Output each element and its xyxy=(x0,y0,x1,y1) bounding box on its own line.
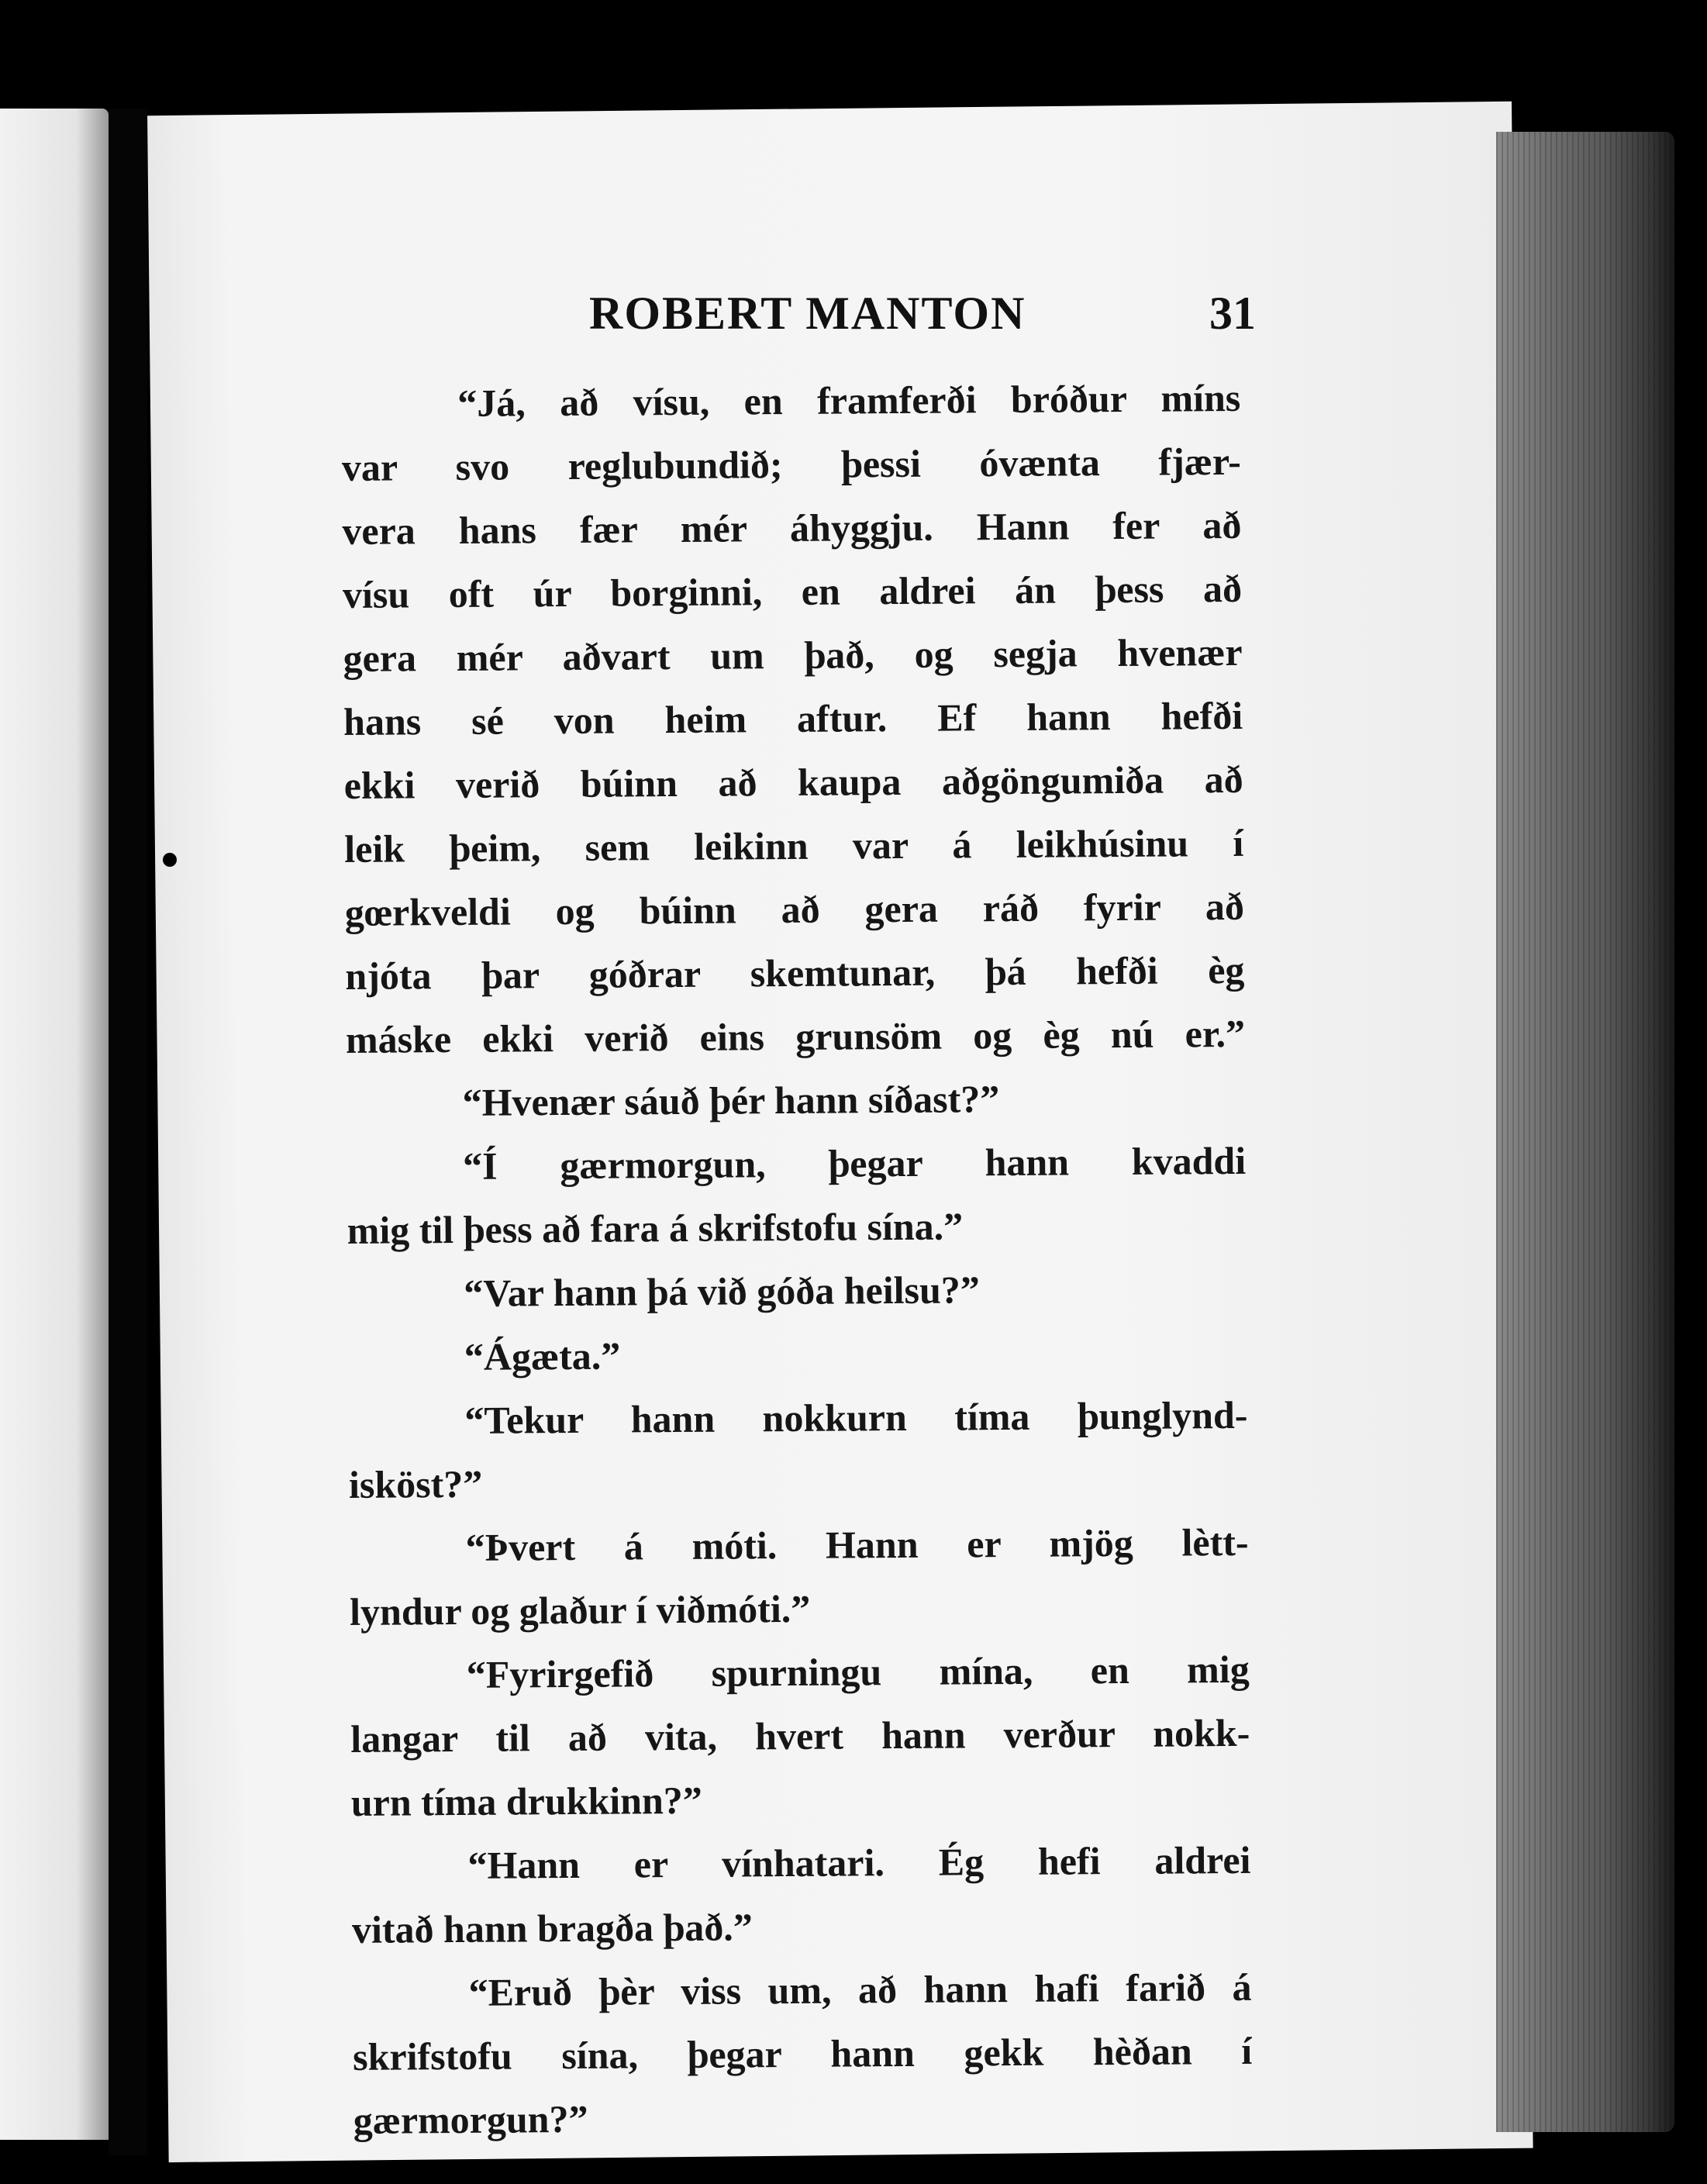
text-line: var svo reglubundið; þessi óvænta fjær- xyxy=(341,439,1242,489)
text-line: “Í gærmorgun, þegar hann kvaddi xyxy=(462,1138,1247,1188)
text-line: hans sé von heim aftur. Ef hann hefði xyxy=(343,693,1243,744)
text-line: isköst?” xyxy=(348,1461,483,1506)
page-header xyxy=(419,287,1256,357)
text-line: máske ekki verið eins grunsöm og èg nú er.” xyxy=(345,1011,1246,1061)
text-line: “Hvenær sáuð þér hann síðast?” xyxy=(462,1077,1000,1124)
text-line: lyndur og glaður í viðmóti.” xyxy=(349,1586,811,1634)
text-line: vera hans fær mér áhyggju. Hann fer að xyxy=(342,502,1242,553)
text-line: mig til þess að fara á skrifstofu sína.” xyxy=(347,1204,964,1252)
text-line: “Hann er vínhatari. Ég hefi aldrei xyxy=(467,1837,1251,1887)
ink-spot xyxy=(163,853,177,867)
text-line: “Ágæta.” xyxy=(464,1334,621,1378)
page-number: 31 xyxy=(1209,288,1256,339)
text-line: urn tíma drukkinn?” xyxy=(350,1778,703,1824)
book-page-edges xyxy=(1496,132,1674,2132)
text-line: “Tekur hann nokkurn tíma þunglynd- xyxy=(464,1392,1248,1442)
text-line: “Var hann þá við góða heilsu?” xyxy=(464,1268,980,1315)
text-line: “Fyrirgefið spurningu mína, en mig xyxy=(466,1647,1250,1696)
body-text xyxy=(341,366,1253,2152)
text-line: gœrkveldi og búinn að gera ráð fyrir að xyxy=(344,884,1245,934)
text-line: langar til að vita, hvert hann verður nokk- xyxy=(350,1710,1250,1761)
text-line: gærmorgun?” xyxy=(353,2096,588,2142)
facing-page-edge xyxy=(0,109,109,2140)
text-line: njóta þar góðrar skemtunar, þá hefði èg xyxy=(345,947,1245,998)
text-line: skrifstofu sína, þegar hann gekk hèðan í xyxy=(352,2028,1253,2079)
text-line: vitað hann bragða það.” xyxy=(351,1905,753,1951)
book-gutter xyxy=(109,109,147,2155)
text-line: “Þvert á móti. Hann er mjög lètt- xyxy=(465,1520,1249,1569)
text-line: “Eruð þèr viss um, að hann hafi farið á xyxy=(468,1965,1252,2014)
running-title: ROBERT MANTON xyxy=(589,288,1026,339)
text-line: vísu oft úr borginni, en aldrei án þess að xyxy=(342,566,1243,616)
text-line: “Já, að vísu, en framferði bróður míns xyxy=(457,375,1241,425)
text-line: ekki verið búinn að kaupa aðgöngumiða að xyxy=(343,757,1243,807)
text-line: gera mér aðvart um það, og segja hvenær xyxy=(343,630,1243,680)
text-line: leik þeim, sem leikinn var á leikhúsinu í xyxy=(344,820,1244,871)
